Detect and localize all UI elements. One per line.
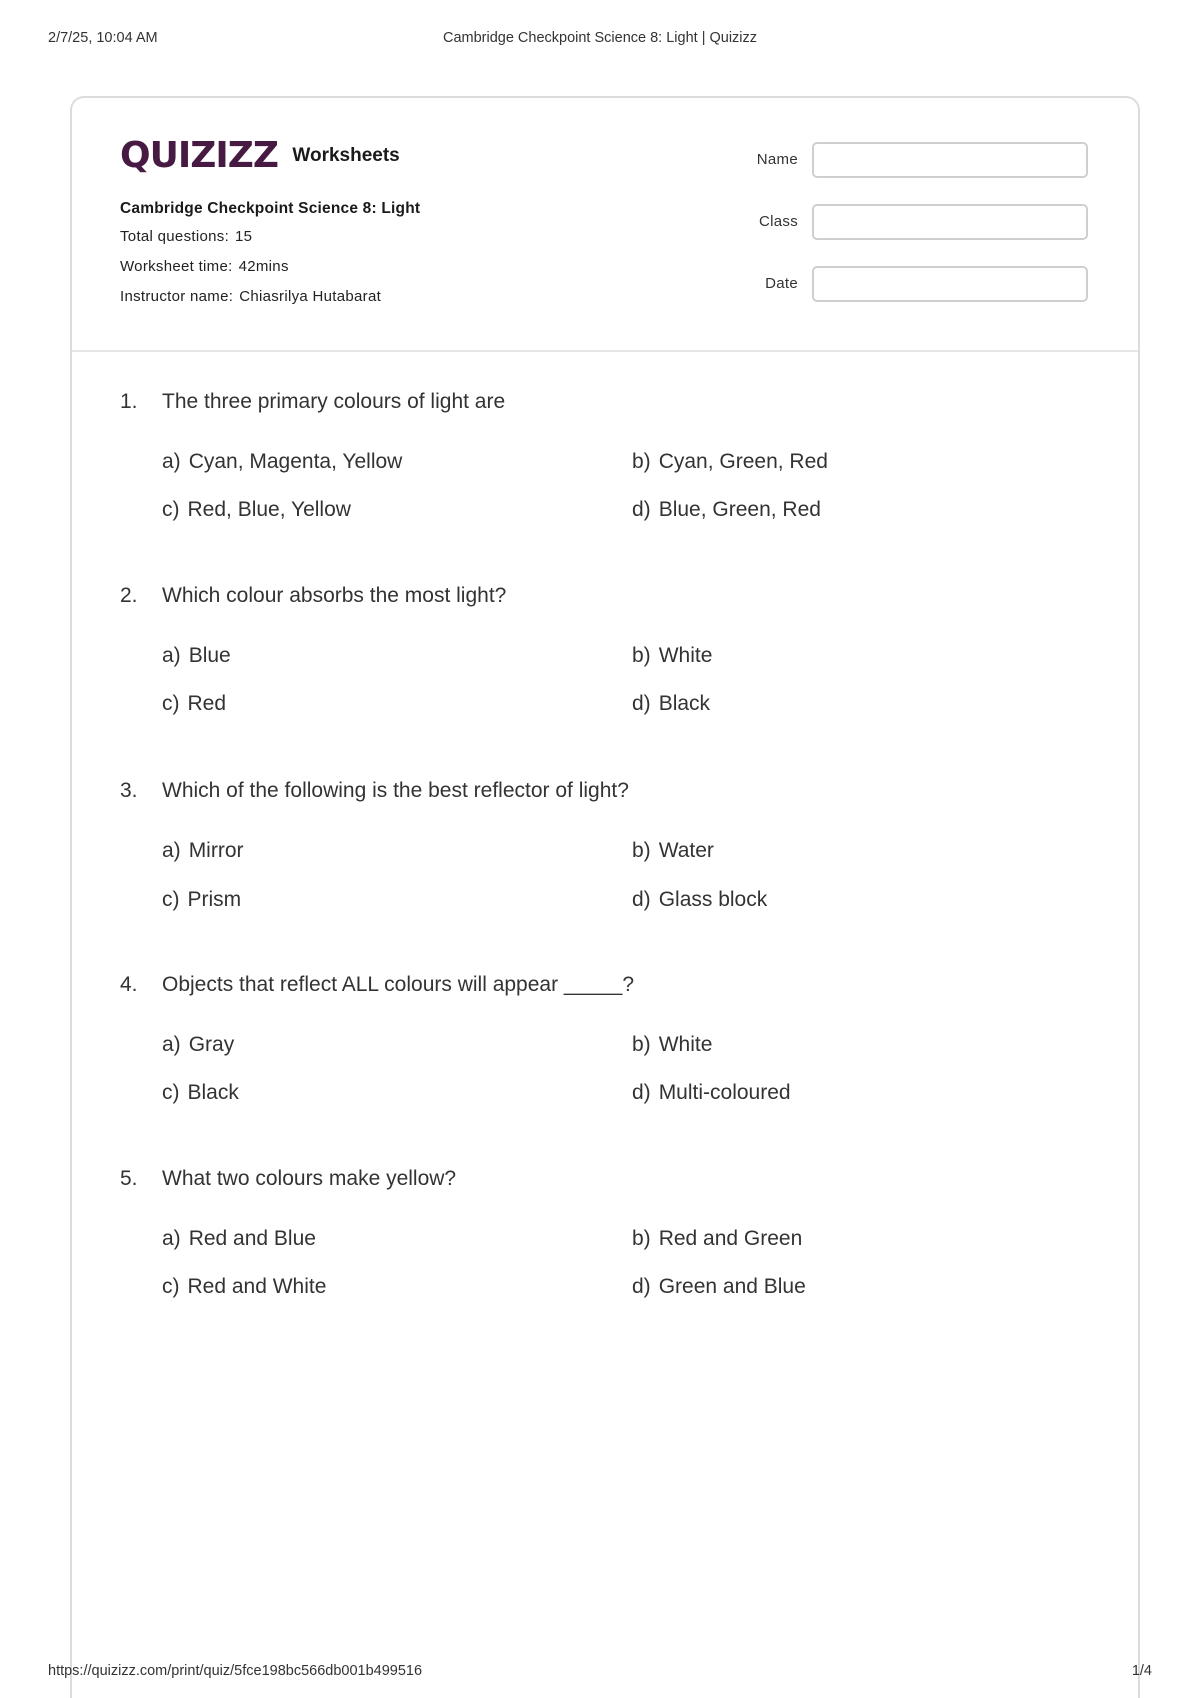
option-letter: a) (162, 644, 181, 667)
class-input[interactable] (812, 204, 1088, 240)
total-questions-label: Total questions: (120, 228, 230, 245)
option-c (162, 1081, 239, 1105)
option-text: Cyan, Magenta, Yellow (188, 450, 403, 473)
option-c (162, 888, 241, 912)
question-text: Objects that reflect ALL colours will appear _____? (162, 973, 634, 996)
option-letter: d) (632, 1081, 651, 1104)
option-text: Blue, Green, Red (658, 498, 821, 521)
option-letter: c) (162, 692, 180, 715)
option-text: Red and White (187, 1275, 327, 1298)
total-questions (120, 228, 252, 245)
question-number: 5. (120, 1167, 138, 1190)
instructor-value: Chiasrilya Hutabarat (239, 288, 382, 305)
option-letter: d) (632, 692, 651, 715)
option-d (632, 1081, 791, 1105)
option-a (162, 644, 231, 668)
option-b (632, 1033, 712, 1057)
option-a (162, 839, 244, 863)
option-text: Blue (188, 644, 231, 667)
question-number: 2. (120, 584, 138, 607)
question-number: 4. (120, 973, 138, 996)
option-text: Mirror (188, 839, 244, 862)
print-footer (48, 1663, 1152, 1683)
question-text: What two colours make yellow? (162, 1167, 457, 1190)
option-letter: b) (632, 1227, 651, 1250)
option-a (162, 450, 402, 474)
option-letter: b) (632, 644, 651, 667)
print-url: https://quizizz.com/print/quiz/5fce198bc566db001b499516 (48, 1663, 423, 1679)
option-letter: a) (162, 1033, 181, 1056)
option-text: Black (187, 1081, 239, 1104)
worksheet-time-value: 42mins (238, 258, 289, 275)
question-text: Which colour absorbs the most light? (162, 584, 507, 607)
option-text: Black (658, 692, 711, 715)
logo-subtitle: Worksheets (292, 145, 400, 166)
option-text: Gray (188, 1033, 235, 1056)
option-d (632, 1275, 806, 1299)
worksheet-time-label: Worksheet time: (120, 258, 233, 275)
option-letter: a) (162, 839, 181, 862)
option-letter: c) (162, 1081, 180, 1104)
option-letter: d) (632, 498, 651, 521)
worksheet-title: Cambridge Checkpoint Science 8: Light (120, 200, 421, 217)
print-page-title: Cambridge Checkpoint Science 8: Light | Quizizz (442, 30, 758, 46)
option-d (632, 888, 767, 912)
option-letter: c) (162, 498, 180, 521)
option-a (162, 1033, 234, 1057)
option-a (162, 1227, 316, 1251)
option-d (632, 498, 821, 522)
print-datetime: 2/7/25, 10:04 AM (48, 30, 158, 46)
question-number: 3. (120, 779, 138, 802)
option-letter: c) (162, 888, 180, 911)
option-b (632, 1227, 802, 1251)
option-letter: d) (632, 1275, 651, 1298)
option-letter: c) (162, 1275, 180, 1298)
print-header (48, 30, 1152, 50)
option-c (162, 1275, 326, 1299)
date-input[interactable] (812, 266, 1088, 302)
total-questions-value: 15 (235, 228, 253, 245)
option-text: Red, Blue, Yellow (187, 498, 351, 521)
name-input[interactable] (812, 142, 1088, 178)
option-b (632, 644, 712, 668)
option-text: Red and Blue (188, 1227, 316, 1250)
option-letter: b) (632, 450, 651, 473)
instructor-label: Instructor name: (120, 288, 234, 305)
name-label: Name (756, 151, 798, 168)
option-text: White (658, 1033, 713, 1056)
option-letter: a) (162, 1227, 181, 1250)
option-text: Cyan, Green, Red (658, 450, 828, 473)
question-text: The three primary colours of light are (162, 390, 506, 413)
option-b (632, 839, 714, 863)
class-label: Class (758, 213, 798, 230)
question-text: Which of the following is the best reflector of light? (162, 779, 629, 802)
option-c (162, 692, 226, 716)
option-letter: b) (632, 1033, 651, 1056)
option-b (632, 450, 828, 474)
option-text: Water (658, 839, 714, 862)
option-text: Red (187, 692, 227, 715)
print-page-number: 1/4 (1131, 1663, 1152, 1679)
worksheet-card (70, 96, 1140, 1698)
logo-row (120, 134, 400, 178)
option-letter: d) (632, 888, 651, 911)
option-text: Prism (187, 888, 242, 911)
option-text: Red and Green (658, 1227, 803, 1250)
option-text: Green and Blue (658, 1275, 806, 1298)
option-text: Glass block (658, 888, 768, 911)
option-letter: a) (162, 450, 181, 473)
option-text: Multi-coloured (658, 1081, 791, 1104)
worksheet-header (72, 98, 1138, 352)
date-label: Date (765, 275, 798, 292)
option-text: White (658, 644, 713, 667)
option-c (162, 498, 351, 522)
question-number: 1. (120, 390, 138, 413)
option-letter: b) (632, 839, 651, 862)
worksheet-time (120, 258, 289, 275)
quizizz-logo: QUIZIZZ (120, 135, 278, 176)
option-d (632, 692, 710, 716)
instructor-name (120, 288, 381, 305)
